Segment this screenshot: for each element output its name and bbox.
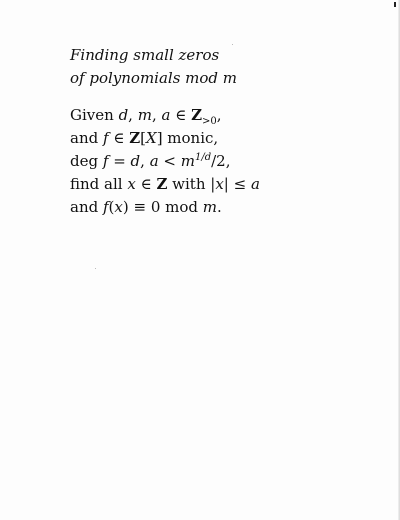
heading-line-1: Finding small zeros (70, 46, 220, 64)
statement-line-1: Given d, m, a ∈ $Z_{>0}$, (70, 106, 222, 127)
slide-heading (70, 44, 237, 90)
statement-line-4: find all x ∈ Z with |x| ≤ a (70, 175, 260, 193)
statement-line-5: and f(x) ≡ 0 mod m. (70, 198, 222, 216)
statement-line-2: and f ∈ Z[X] monic, (70, 129, 219, 147)
statement-line-3: deg f = d, $a < m^{1/d}/2$, (70, 152, 231, 170)
heading-line-2: of polynomials mod m (70, 69, 238, 87)
scan-speck (95, 268, 96, 269)
problem-statement (70, 104, 260, 219)
page-corner-mark (394, 2, 396, 7)
